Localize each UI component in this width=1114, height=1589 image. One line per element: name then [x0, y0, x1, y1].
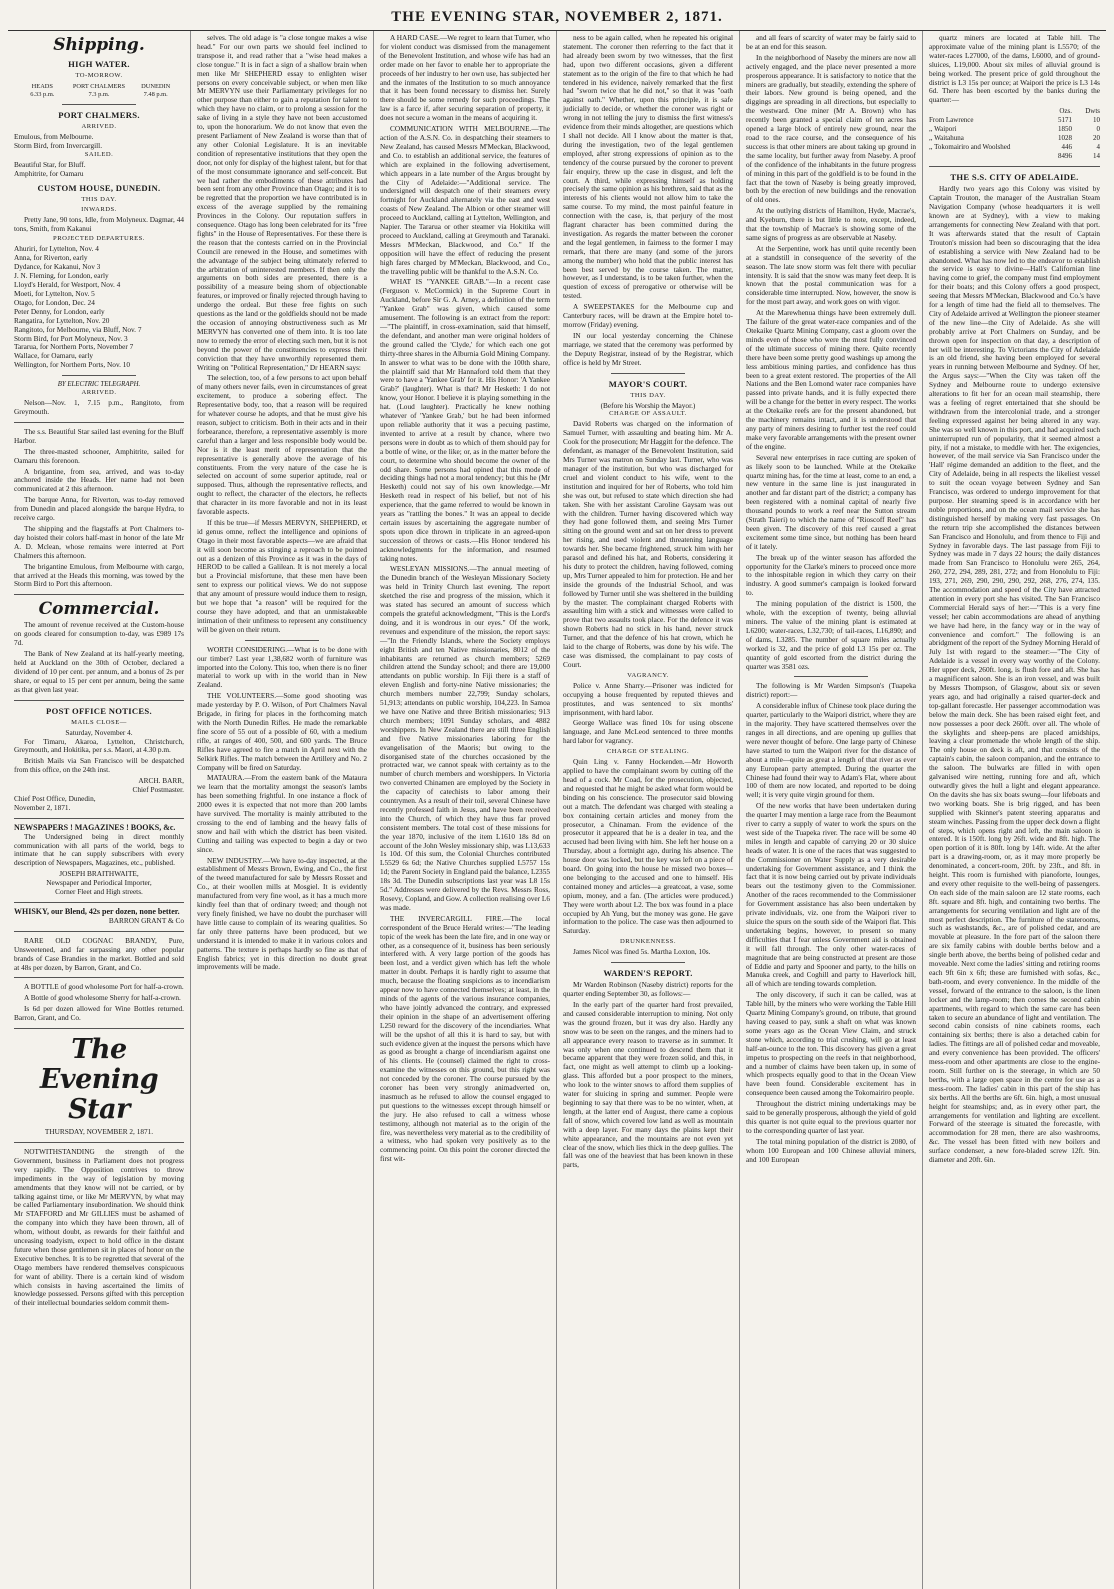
tide-dunedin: DUNEDIN 7.48 p.m. — [141, 83, 171, 98]
to-morrow-label: TO-MORROW. — [75, 72, 123, 79]
tide-heads: HEADS 6.33 p.m. — [30, 83, 55, 98]
wardens-paragraph: Throughout the district mining undertakings may be said to be generally prosperous, although the yield of gold this quarter is not quite equal to the previous quarter nor to the corresponding quarter of last year. — [746, 1099, 916, 1135]
whisky-ad: WHISKY, our Blend, 42s per dozen, none better. — [14, 907, 180, 916]
column-2 — [191, 31, 374, 1589]
mataura-item: MATAURA.—From the eastern bank of the Mataura we learn that the mortality amongst the season's lambs has been something frightful. In one instance a flock of 2000 ewes it is expected that not more than 200 lambs have survived. The mortality is mainly attributed to the crossing to the end of lambing and the heavy falls of snow and hail with which the district has been visited. Cutting and tailing was expected to begin a day or two since. — [197, 773, 367, 854]
this-day-label: THIS DAY. — [81, 195, 117, 203]
news-paragraph: The three-masted schooner, Amphitrite, sailed for Oamaru this forenoon. — [14, 446, 184, 465]
projected-departures-list: Ahuriri, for Lyttelton, Nov. 4 Anna, for Riverton, early Dydance, for Kakanui, Nov 3 J. N. Fleming, for London, early Lloyd's Herald, for Westport, Nov. 4 Moeti, for Lyttelton, Nov. 5 Otago, for London, Dec. 24 Peter Denny, for London, early Rangatira, for Lyttelton, Nov. 20 Rangitoto, for Melbourne, via Bluff, Nov. 7 Storm Bird, for Port Molyneux, Nov. 3 Tararua, for Northern Ports, November 7 Wallace, for Oamaru, early Wellington, for Northern Ports, Nov. 10 — [14, 244, 142, 370]
british-mails-text: British Mails via San Francisco will be despatched from this office, on the 24th inst. — [14, 756, 184, 775]
wardens-paragraph: At the Marewhenua things have been extremely dull. The failure of the great water-race companies and of the Otekaike Quartz Mining Company, cast a gloom over the minds even of those who were the most fully convinced of the ultimate success of mining there. Quite recently there have been some pretty good washings up among the less ambitious mining parties, and confidence has thus been to a great extent restored. The properties of the All Nations and the Ben Lomond water race companies have passed into private hands, and it is fully expected there will be a change for the better in every respect. The works at the Otekaike reefs are for the present abandoned, but the machinery remains intact, and it is understood that any party of miners desiring to further test the reef could make very favorable arrangements with the present owner of the engine. — [746, 308, 916, 451]
paper-date: THURSDAY, NOVEMBER 2, 1871. — [44, 1127, 154, 1137]
tide-table — [14, 83, 184, 99]
wardens-paragraph: Mr Warden Robinson (Naseby district) reports for the quarter ending September 30, as follows:— — [563, 980, 733, 999]
wardens-paragraph: quartz miners are located at Table hill. The approximate value of the mining plant is L5570; of the water-races L27000, of the dams, L6000, and of ground-sluices, L19,000. About six miles of alluvial ground is being worked. The present price of gold throughout the district is L3 15s per ounce; at Waipori the price is L3 14s 6d. There has been escorted by the banks during the quarter:— — [929, 33, 1100, 105]
wardens-paragraph: and all fears of scarcity of water may be fairly said to be at an end for this season. — [746, 33, 916, 51]
commercial-paragraph: The amount of revenue received at the Custom-house on goods cleared for consumption to-day, was £989 17s 7d. — [14, 620, 184, 648]
mayors-court-heading: MAYOR'S COURT. — [608, 378, 688, 389]
divider — [62, 104, 137, 105]
wardens-paragraph: Several new enterprises in race cutting are spoken of as likely soon to be launched. While at the Otekaike quartz mining has, for the time at least, come to an end, a new venture in the same line is just inaugurated in another and far distant part of the district; a company has been registered with a nominal capital of nearly five thousand pounds to work a reef near the Sutton stream (Strath Taieri) to which the name of "Rioscoff Reef" has been given. The discovery of this reef caused a great excitement some time since, but nothing has been heard of it lately. — [746, 452, 916, 551]
vagrancy-heading: VAGRANCY. — [627, 671, 669, 679]
column-1 — [8, 31, 191, 1589]
brandy-ad: RARE OLD COGNAC BRANDY, Pure, Unsweetened, and far surpassing any other popular brands of Case Brandies in the market. Bottled and sold at 48s per dozen, by Barron, Grant, and Co. — [14, 935, 184, 972]
newspapers-ad-signature: JOSEPH BRAITHWAITE, Newspaper and Periodical Importer, Corner Fleet and High streets. — [46, 869, 152, 897]
wardens-paragraph: The following is Mr Warden Simpson's (Tuapeka district) report:— — [746, 681, 916, 700]
divider — [14, 594, 184, 595]
adelaide-paragraph: Hardly two years ago this Colony was visited by Captain Trouton, the manager of the Australian Steam Navigation Company (whose headquarters it is well known are at Sydney), with a view to making arrangements for connecting New Zealand with that port. It was afterwards stated that the result of Captain Trouton's mission had been so discouraging that the idea of establishing a service with New Zealand had to be abandoned. What has now led to the endeavor to establish the service is easy to divine—Hall's Californian line having come to grief, the company must find employment for their boats; and this Colony offers a good prospect, seeing that Messrs M'Meckan, Blackwood and Co.'s have for a length of time had the field all to themselves. The City of Adelaide arrived at Wellington the pioneer steamer of the new line—the City of Adelaide. As she will probably arrive at Port Chalmers on Sunday, and be thrown open for inspection on that day, a description of her will be interesting. To Victorians the City of Adelaide is an old friend, she having been employed for several years in running between Melbourne and Sydney. Of her, the Argus says:—"When the City was taken off the Sydney and Melbourne route to undergo extensive alterations to fit her for an ocean mail steamship, there was a feeling of regret entertained that she should be withdrawn from the intercolonial trade, and a stronger feeling expressed against her being altered in any way. She was so well known in this port, and had acquired such uninterrupted run of popularity, that it seemed almost a pity, if not a mistake, to meddle with her. The exigencies, however, of the mail service via San Francisco under the 'Hall' régime demanded an addition to the fleet, and the City of Adelaide, being in all respects the likeliest vessel to suit the ocean voyage between Sydney and San Francisco, was ordered to undergo improvement for that purpose. Her steaming speed is in accordance with her noble proportions, and on the ocean mail service she has distinguished herself by making very fast passages. On the return trip she accomplished the distances between San Francisco and Honolulu, and from thence to Fiji and Sydney in favorable days. The last passage from Fiji to Sydney was made in 7 days 22 hours; the daily distances made from San Francisco to Honolulu were 265, 264, 260, 272, 294, 289, 281, 272; and from Honolulu to Fiji: 193, 271, 269, 290, 290, 290, 292, 268, 276, 274, 135. The accommodation and speed of the City have attracted attention in every port she has visited. The San Francisco Commercial Herald says of her:—"This is a very fine vessel; her cabin accommodations are ahead of anything we have had here, in the fancy way or in the way of convenience and comfort." The following is an abridgment of the report of the Sydney Morning Herald of July 1st with regard to the steamer:—"The City of Adelaide is a vessel in every way worthy of the Colony. Her upper deck, 260ft. long, is flush fore and aft. She has a magnificent saloon. She is an iron vessel, and was built by Messrs Thompson, of Glasgow, about six or seven years ago, and had originally a raised quarter-deck and top-gallant forecastle. Her passenger accommodation was below the main deck. She has been raised eight feet, and now possesses a poor deck 260ft. over all. The whole of the skylights and sheep-pens are placed amidships, leaving a clear promenade the whole length of the ship. The only house on deck is aft, and that consists of the captain's cabin, the saloon companion, and the entrance to the saloon. The bulwarks are filled in with open galvanised wire netting, running fore and aft, which outwardly gives the hull a light and elegant appearance. On the davits she has six boats swung—four lifeboats and two working boats. She is brig rigged, and has been supplied with Skinner's patent steering apparatus and steam winches. Passing from the upper deck down a flight of steps, which opens right and left, the main saloon is entered. It is 150ft. long by 26ft. wide and 8ft. high. The open portion of it is 80ft. long by 14ft. wide. At the after part is a drawing-room, or, as it may more properly be denominated, a concert-room, 20ft. by 23ft., and 8ft. in height. This room is furnished with pianoforte, lounges, and every other requisite to the well-being of passengers. On each side of the main saloon are 12 state rooms, each 8ft. square and 8ft. high, and containing two berths. The arrangements for securing ventilation and light are of the most perfect description. The furniture of the staterooms, such as washstands, &c., are of polished cedar, and are movable at pleasure. In the fore part of the saloon there are six family cabins with double berths below and a single berth above, the berths being of polished cedar and moveable. Next come the ladies' sitting and retiring rooms each 9ft 6in x 6ft; these are furnished with sofas, &c., bath-room, and every convenience. In the middle of the vessel, forward of the entrance to the saloon, is the linen locker and the lamp-room; then comes the second cabin apartments, with regard to which the same care has been taken to secure an abundance of light and ventilation. The second cabin consists of nine cabinets rooms, each containing six berths; there is also a detached cabin for ladies. The fittings are all of polished cedar and moveable, and every convenience has been provided. The officers' mess-room and other apartments are close to the engine-room. Still further on is the steerage, in which are 50 berths, with a large open space in the centre for use as a mess-room. The ladies' cabin in this part of the ship has six berths. All the berths are 6ft. 6in. high, a most unusual height for steamships; and, as in every other part, the arrangements for ventilation and lighting are excellent. Forward of the steerage is situated the forecastle, with accommodation for 28 men, there are also washrooms, &c. The vessel has been fitted with new boilers and surface condenser, a new fore-bladed screw 12ft. 9in. diameter and 20ft. 6in. — [929, 184, 1100, 1165]
wardens-paragraph: In the early part of the quarter hard frost prevailed, and caused considerable interruption to mining. Not only was the ground frozen, but it was dry also. Hardly any snow was to be seen on the ranges, and the miners had to all appearance every reason to traverse as in summer. It was only when one continued to descend them that it became apparent that they were frozen solid, and this, in fact, one might as well attempt to climb up a looking-glass. This afforded but a poor prospect to the miners, who look to the winter snows to afford them supplies of water for sluicing in spring and summer. People were beginning to say that there was to be no winter, when, at length, at the latter end of August, there came a copious fall of snow, which covered low land as well as mountain with a deep layer. For many days the plains kept their white appearance, and the mountains are not even yet clear of the snow, which lies thick in the deep gullies. The fall was one of the heaviest that has been known in these parts, — [563, 1000, 733, 1170]
mails-text: For Timaru, Akaroa, Lyttelton, Christchurch, Greymouth, and Hokitika, per s.s. Maori, at 4.30 p.m. — [14, 736, 184, 755]
divider — [14, 700, 184, 701]
bottles-ad: Is 6d per dozen allowed for Wine Bottles returned. Barron, Grant, and Co. — [14, 1004, 184, 1023]
invercargill-fire-item: THE INVERCARGILL FIRE.—The local correspondent of the Bruce Herald writes:—"The leading topic of the week has been the late fire, and in one way or other, as a consequence of it, business has been seriously interfered with. A very large portion of the goods has been lost, and a verdict given which has left the whole matter in doubt. Perhaps it is hardly right to assume that much, because the floating suspicions as to incendiarism appear now to have connected themselves; at least, in the minds of the agents of the various insurance companies, who have jointly advanced the contrary, and expressed their opinion in the shape of an advertisement offering L250 reward for the discovery of the incendiaries. What will be the upshot of all this it is hard to say, but with such evidence given at the inquest the persons which have as good as brought a charge of incendiarism against one of his clients. He (counsel) claimed the right to cross-examine the witnesses on this ground, but this right was not conceded by the coroner. The course pursued by the coroner has been very strongly animadverted on, inasmuch as he refused to allow the counsel engaged to put questions to the witnesses except through himself or the jury. He also refused to call a witness whose testimony, although not material as to the origin of the fire, was nevertheless very material as to the credibility of a witness, who had spoken very positively as to the commencing point. On this point the coroner directed the first wit- — [380, 913, 551, 1164]
whisky-ad-signature: BARRON GRANT & Co — [108, 915, 184, 925]
wardens-paragraph: In the neighborhood of Naseby the miners are now all actively engaged, and the place never presented a more prosperous appearance. It is satisfactory to notice that the miners are gradually, but steadily, extending the sphere of their labors. New ground is being opened, and the diggings are spreading in all directions, but especially to the westward. One miner (Mr A. Brown) who has recently been granted a special claim of ten acres has opened a large block of entirely new ground, near the road to the race course, and the consequence of his success is that other miners are about taking up ground in the same locality, but further away from Naseby. A proof of the confidence of the inhabitants in the future progress of mining in this part of the goldfield is to be found in the fact that the town of Naseby is being greatly improved, both by the erection of new buildings and the renovation of old ones. — [746, 52, 916, 205]
divider — [245, 640, 320, 641]
mails-day: Saturday, November 4. — [65, 727, 133, 737]
divider — [14, 1028, 184, 1029]
divider — [14, 422, 184, 423]
divider — [794, 676, 869, 677]
mayors-court-before: (Before his Worship the Mayor.) — [600, 400, 696, 410]
editorial-paragraph: selves. The old adage is "a close tongue makes a wise head." For our own parts we should feel inclined to transpose it, and read rather that a "wise head makes a close tongue." It is in fact a sign of a shallow brain when men like Mr SHEPHERD essay to enlighten wiser persons on every conceivable subject, or when men like Mr MERVYN use their Parliamentary privileges for no other purpose than either to gain a reputation for talent to which they have no claim, or to prolong a session for the sake of living in a style they have not been accustomed to, upon the honorarium. We do not know that even the present Parliament of New Zealand is worse than that of any other Colonial Legislature. It is an inevitable condition of representative institutions that they open the door, not only for display of the highest talent, but for that of the most consummate ignorance and self-conceit. But we had rather the embodiments of these attributes had been sent from any other Province than Otago; and it is to be regretted that the proportion we have contributed is in excess of the average supplied by the remaining Provinces in the Colony. Our reputation suffers in consequence. Otago has long been celebrated for its "free fights" in the House of Representatives. For these there is the reason that the contests carried on in the Provincial Council are renewed in the House, and sometimes with the advantage of the subject being ultimately referred to the arbitration of uninterested members. If then only the arguments on both sides are presented, there is a possibility of a measure being shorn of objectionable features, or improved or finally rejected through having to undergo the ordeal. But these free fights on such questions as the land or the goldfields should not be made the occasion of annoying obstructiveness such as Mr MERVYN has converted one of them into. It is too late now to remedy the error of electing such men, but it is not beyond the power of the constituencies to express their conviction that they have unworthily represented them. Writing on "Political Representation," Dr HEARN says: — [197, 33, 368, 372]
telegraph-arrived-label: ARRIVED. — [81, 389, 117, 397]
charge-assault-heading: CHARGE OF ASSAULT. — [609, 410, 687, 418]
divider — [929, 166, 1100, 167]
telegraph-text: Nelson—Nov. 1, 7.15 p.m., Rangitoto, from Greymouth. — [14, 398, 184, 417]
arrived-label: ARRIVED. — [81, 123, 117, 130]
vagrancy-paragraph: Police v. Anne Sharry.—Prisoner was indicted for occupying a house frequented by reputed thieves and prostitutes, and was sentenced to six months' imprisonment, with hard labor. — [563, 680, 733, 717]
divider — [14, 818, 184, 819]
post-office-heading: POST OFFICE NOTICES. — [46, 705, 152, 716]
column-5 — [740, 31, 923, 1589]
communication-melbourne-item: COMMUNICATION WITH MELBOURNE.—The action of the A.S.N. Co. in despatching their steamers to New Zealand, has caused Messrs M'Meckan, Blackwood, and Co. to establish an additional service, the features of which are explained in the following advertisement, which appears in a late number of the Argus brought by the City of Adelaide:—"Additional service. The undersigned will despatch one of their steamers every fortnight for Auckland alternately via the east and west coasts of New Zealand. The Albion or other steamer will proceed to Auckland, calling at Lyttelton, Wellington, and Napier. The Tararua or other steamer via Hokitika will proceed to Auckland, calling at Greymouth and Taranaki. Messrs M'Meckan, Blackwood, and Co." If the opposition will have the effect of reducing the present high fares charged by M'Meckan, Blackwood, and Co., the travelling public will be thankful to the A.S.N. Co. — [380, 124, 550, 276]
column-3 — [374, 31, 557, 1589]
post-office-signoff: ARCH. BARR, Chief Postmaster. — [132, 776, 184, 795]
assault-paragraph: David Roberts was charged on the information of Samuel Turner, with assaulting and beating him. Mr A. Cook for the prosecution; Mr Haggitt for the defence. The defendant, as manager of the Benevolent Institution, said Mrs Turner was matron on Sunday last. Turner, who was manager of the institution, but who was discharged for cruel and violent conduct to his wife, went to the institution and inquired for her of Roberts, who told him she was out, but refused to state which direction she had taken. She with her assistant Caroline Gaysam was out with the children. Turner having discovered which way they had gone followed them, and seeing Mrs Turner sitting on the ground went and sat on her dress to prevent her rising, and used violent and threatening language towards her. She became frightened, struck him with her parasol and defined his hat, and Roberts, considering it his duty to protect the children, having followed, coming up, Mrs Turner appealed to him for protection. He and her inside the grounds of the Industrial School, and was followed by Turner until she was sheltered in the building by the master. The complainant charged Roberts with assaulting him with a stick and witnesses were called to prove that two assaults took place. For the defence it was shown Roberts had no stick in his hand, never struck Turner, and that the defence of his hat crown, which he laid to the charge of Roberts, was done by his wife. The case was dismissed, the complainant to pay costs of Court. — [563, 419, 733, 669]
high-water-heading: HIGH WATER. — [68, 59, 130, 69]
hard-case-item: A HARD CASE.—We regret to learn that Turner, who for violent conduct was dismissed from the management of the Benevolent Institution, and whose wife has had an order made on her favor to enable her to appropriate the proceeds of her industry to her own use, has subjected her and the inmates of the Institution to so much annoyance that it has been found necessary to dismiss her. Surely there should be some remedy for such proceedings. The law is a farce if, after securing separation of property, it does not secure a woman in the means of acquiring it. — [380, 33, 550, 123]
new-industry-item: NEW INDUSTRY.—We have to-day inspected, at the establishment of Messrs Brown, Ewing, and Co., the first of the tweed manufactured for sale by Messrs Rosset and Co., at their woollen mills at Mosgiel. It is evidently manufactured from very fine wool, as it has a much more kindly feel than that of ordinary tweed; and though not very finely finished, we have no doubt the purchaser will have little cause to complain of its wearing qualities. So far only three patterns have been produced, but we understand it is intended to make it in various colors and patterns. The texture is perhaps hardly so fine as that of English fabrics; yet in this direction no doubt great improvements will be made. — [197, 855, 367, 972]
port-chalmers-heading: PORT CHALMERS. — [58, 110, 140, 120]
volunteers-item: THE VOLUNTEERS.—Some good shooting was made yesterday by P. O. Wilson, of Port Chalmers Naval Brigade, in firing for places in the forthcoming match with the North Dunedin Rifles. He made the remarkable fine score of 55 out of a possible of 60, with a medium rifle, at ranges of 400, 500, and 600 yards. The Bruce Rifles have agreed to fire a match in April next with the Selkirk Rifles. The match between the Artillery and No. 2 Company will be fired on Saturday. — [197, 691, 367, 772]
divider — [611, 373, 686, 374]
mayors-court-this-day: THIS DAY. — [630, 391, 666, 399]
divider — [14, 977, 184, 978]
column-6 — [923, 31, 1106, 1589]
sailed-label: SAILED. — [84, 150, 114, 158]
divider — [14, 1142, 184, 1143]
wardens-paragraph: The only discovery, if such it can be called, was at Table hill, by the miners who were working the Table Hill Quartz Mining Company's ground, on tribute, that ground having ceased to pay, sunk a shaft on what was known some years ago as the Ocean View Claim, and struck stone which, according to trial crushing, will go at least half-an-ounce to the ton. This discovery has given a great impetus to prospecting on the reefs in that neighborhood, and a number of claims have been taken up, in some of which prospects equally good to that in the Ocean View have been found. Considerable excitement has in consequence been caused among the Tokomairiro people. — [746, 990, 916, 1098]
gold-escort-table: Ozs. Dwts From Lawrence 5171 10 ,, Waipori 1850 0 ,, Waitahuna 1028 20 ,, Tokomairiro and Woolshed 446 4 8496 14 — [929, 107, 1100, 161]
wardens-paragraph: Of the new works that have been undertaken during the quarter I may mention a large race from the Beaumont river to carry a supply of water to work the spurs on the west side of the Tuapeka river. The race will be some 40 miles in length and capable of carrying 20 or 30 sluice heads of water. It is one of the races that was suggested to the Commissioner on Water Supply as a very desirable undertaking for Government assistance, and I think the fact that it is now being carried out by private individuals bears out the testimony given to the Commissioner. Another of the races recommended to the Commissioner for Government assistance has also been undertaken by private individuals, viz. one from the Waipori river to sluice the spurs on the south side of the Waipori flat. This undertaking begins, however, to present so many difficulties that I fear unless Government aid is obtained it will fall through. The only other water-races of magnitude that are being constructed at present are those of Eddie and party and Spooner and party, to the hills on Manuka creek, and Coghill and party to Haverlock hill, all of which are tending towards completion. — [746, 801, 916, 989]
correction-item: IN our local yesterday concerning the Chinese marriage, we stated that the ceremony was performed by the Deputy Registrar, instead of by the Registrar, which office is held by Mr Street. — [563, 330, 733, 367]
editorial-paragraph: NOTWITHSTANDING the strength of the Government, business in Parliament does not progress very rapidly. The Opposition contrives to throw impediments in the way of legislation by moving amendments that they know will not be carried, or by talking against time, or like Mr MERVYN, by what may be called Parliamentary insubordination. We should think Mr STAFFORD and Mr GILLIES must be ashamed of the company into which they have been thrown, all of whom, without doubt, as rewards for their faithful and unceasing toadyism, expect to hold office in the distant future when those gentlemen sit in places of honor on the Executive benches. It is to be regretted that several of the Otago members have rendered themselves conspicuous for want of ability. There is a certain kind of wisdom which consists in having ascertained the limits of knowledge possessed. Persons gifted with this perception of their intellectual boundaries seldom commit them- — [14, 1146, 184, 1308]
wardens-report-heading: WARDEN'S REPORT. — [603, 968, 693, 979]
newspapers-ad-heading: NEWSPAPERS ! MAGAZINES ! BOOKS, &c. — [14, 822, 176, 832]
commercial-title: Commercial. — [38, 599, 160, 620]
sherry-ad: A Bottle of good wholesome Sherry for half-a-crown. — [24, 993, 181, 1003]
news-paragraph: The barque Anna, for Riverton, was to-day removed from Dunedin and placed alongside the barque Hydra, to receive cargo. — [14, 495, 184, 523]
wardens-paragraph: The break up of the winter season has afforded the opportunity for the Clarke's miners to proceed once more to the inhospitable region in which they carry on their industry. A good summer's campaign is looked forward to. — [746, 552, 916, 598]
mails-close-label: MAILS CLOSE— — [71, 718, 127, 726]
sailed-list: Beautiful Star, for Bluff. Amphitrite, for Oamaru — [14, 159, 86, 178]
arrived-list: Emulous, from Melbourne. Storm Bird, from Invercargill. — [14, 132, 103, 150]
wardens-paragraph: A considerable influx of Chinese took place during the quarter, particularly to the Waipori district, where they are in the majority. They have scattered themselves over the ranges in all directions, and are opening up gullies that were never thought of before. One large party of Chinese have started to turn the Waipori river for the distance of about a mile—quite as great a length of that river as ever any European party attempted. During the quarter the Chinese had found their way to Adam's Flat, where about 100 of them are now located, and reported to be doing well; it is very quite virgin ground for them. — [746, 701, 916, 800]
newspapers-ad-text: The Undersigned being in direct monthly communication with all parts of the world, begs to intimate that he can supply subscribers with every description of Newspapers, Magazines, etc., published. — [14, 831, 184, 868]
wardens-paragraph: At the outlying districts of Hamilton, Hyde, Macrae's, and Kyeburn, there is but little to note, except, indeed, that the township of Macrae's is showing some of the same signs of progress as are observable at Naseby. — [746, 206, 916, 242]
commercial-paragraph: The Bank of New Zealand at its half-yearly meeting, held at Auckland on the 30th of October, declared a dividend of 10 per cent. per annum, and a bonus of 2s per share, or equal to 15 per cent per annum, being the same as that given last year. — [14, 649, 184, 694]
worth-considering-item: WORTH CONSIDERING.—What is to be done with our timber? Last year 1,38,682 worth of furniture was imported into the Colony. This too, when there is no finer material to work up with in the world than in New Zealand. — [197, 644, 367, 690]
columns — [8, 31, 1106, 1589]
tide-port-chalmers: PORT CHALMERS 7.3 p.m. — [72, 83, 126, 98]
post-office-date: Chief Post Office, Dunedin, November 2, 1871. — [14, 793, 96, 812]
paper-title: The Evening Star — [39, 1034, 159, 1126]
wardens-paragraph: The mining population of the district is 1500, the whole, with the exception of twenty, being alluvial miners. The value of the mining plant is estimated at L6200; water-races, L32,730; of tail-races, L16,890; and of dams, L3285. The number of square miles actually worked is 32, and the price of gold L3 15s per oz. The quantity of gold escorted from the district during the quarter was 3581 ozs. — [746, 599, 916, 671]
divider — [14, 902, 184, 903]
inwards-label: INWARDS. — [81, 205, 117, 213]
wardens-paragraph: At the Serpentine, work has until quite recently been at a standstill in consequence of the severity of the season. The late snow storm was felt there with peculiar intensity. It is said that the snow was many feet deep. It is known that the postal communication was for a considerable time interrupted. Now, however, the snow is for the most part away, and work goes on with vigor. — [746, 243, 916, 307]
news-paragraph: The shipping and the flagstaffs at Port Chalmers to-day hoisted their colors half-mast in honor of the late Mr A. D. Mclean, whose remains were interred at Port Chalmers this afternoon. — [14, 524, 184, 560]
drunkenness-paragraph: James Nicol was fined 5s. Martha Loxton, 10s. — [573, 947, 711, 957]
news-paragraph: ness to be again called, when he repeated his original statement. The coroner then referring to the fact that it had already been sworn by two witnesses, that the first had, upon two different occasions, given a different statement as to the origin of the fire to that which he had tendered in his evidence, naively remarked that the first had "sworn twice that he did not," so that it was "oath against oath." Whether, upon this principle, it is safe judicially to decide, or whether the coroner was right or wrong in not telling the jury to dismiss the first witness's evidence from their minds altogether, are questions which I shall not decide. All I know about the matter is that, during the investigation, two of the legal gentlemen employed, after strong expressions of opinion as to the tendency of the course pursued by the coroner to prevent fair enquiry, threw up the case in disgust, and left the court. A third, while expressing himself as holding precisely the same opinion as his brethren, said that as the interests of his clients would not allow him to take the same course. To my mind, the most painful feature in connection with the case, is, that perjury of the most flagrant character has been committed during the investigation. As regards the matter between the coroner and the legal gentlemen, in fairness to the former I may remark, that there are many (and some of the jurors among the number) who hold that the public interest has been best served by the course taken. The matter, however, as I understand, is to be taken further, when the question of excess of prerogative or otherwise will be tested. — [563, 33, 733, 301]
yankee-grab-item: WHAT IS "YANKEE GRAB."—In a recent case (Ferguson v. McCormick) in the Supreme Court in Auckland, before Sir G. A. Arney, a definition of the term "Yankee Grab" was given, which caused some amusement. The following is an extract from the report:—"The plaintiff, in cross-examination, said that himself, the defendant, and another man were original holders of the ground called the 'Clyde,' for which each one got thirty-three shares in the Alburnia Gold Mining Company. In answer to what was to be done with the 100th share, the plaintiff said that Mr Hannaford told them that they were to have a 'Yankee Grab' for it. His Honor: 'A Yankee Grab?' (laughter). What is that? Mr Hesketh: I do not know, your Honor. I believe it is playing something in the hat. (Loud laughter). Practically he knew nothing whatever of 'Yankee Grab,' but he had been informed upon reliable authority that it was a pecuing pastime, invented to arrive at a result by chance, where two persons were in doubt as to which of them should pay for a bottle of wine, or the like; or, as in the matter before the court, to determine who should become the owner of the odd share. Some persons had opined that this mode of deciding things had not a moral tendency; but this he (Mr Hesketh) could not say of his own knowledge.—Mr Hesketh read in respect of his belief, but not of his experience, that the game referred to would be known in years as "rattling the bones." It was an appeal to decide certain issues by ascertaining the aggregate number of spots upon dice thrown in triplicate in an agreed-upon succession of throws or casts.—His Honor tendered his acknowledgments for the information, and resumed taking notes. — [380, 277, 550, 563]
divider — [62, 375, 137, 376]
editorial-paragraph: If this be true—if Messrs MERVYN, SHEPHERD, et id genus omne, reflect the intelligence and opinions of Otago in their most favorable aspects—we are afraid that it will soon become as stinging a reproach to be pointed out as a denizen of this Province as it was in the days of HEROD to be called a Galilean. It is not merely a local but a Provincial misfortune, that these men have been sent to express our political views. We do not suppose that any amount of pressure would induce them to resign, but we hope that "a reason" will be required for the course they have adopted, and that an unmistakeable intimation of their unfitness to represent any constituency will be given on their return. — [197, 517, 367, 634]
column-4 — [557, 31, 740, 1589]
wesleyan-missions-item: WESLEYAN MISSIONS.—The annual meeting of the Dunedin branch of the Wesleyan Missionary Society was held in Trinity Church last evening. The report sketched the rise and progress of the mission, which it was stated has secured an amount of success which compels the grateful acknowledgment, "This is the Lord's doing, and it is wondrous in our eyes." Of the work, revenues and expenditure of the mission, the report says:—"In the Friendly Islands, where the Society employs eight British and ten Native missionaries, 8012 of the inhabitants are returned as church members; 5269 children attend the Sunday school; and there are 19,000 attendants on public worship. In Fiji there is a staff of eleven English and forty-nine Native missionaries; the church members number 22,799; Sunday scholars, 51,913; attendants on public worship, 104,223. In Samoa we have one Native and three British missionaries; 913 church members; 1091 Sunday scholars, and 4882 worshippers. In New Zealand there are still three English and five Native missionaries laboring for the evangelisation of the Maoris; but owing to the disorganised state of the churches occasioned by the protracted war, we cannot speak with certainty as to the number of church members and worshippers. In Victoria two converted Chinamen are employed by the Society in the capacity of catechists to labor among their countrymen. As a result of their toil, several Chinese have recently professed faith in Jesus, and have been received into the Church, of which they have thus far proved consistent members. The total cost of these missions for the year 1870, inclusive of the item L1610 18s 8d on account of the John Wesley missionary ship, was L13,633 1s 10d. Of this sum, the Colonial Churches contributed L5529 6s 6d; the Native Churches supplied L5757 15s 1d; the Parent Society in England paid the balance, L2355 18s 3d. The Dunedin subscriptions last year was L8 15s 5d." Addresses were delivered by the Revs. Messrs Ross, Rosevy, Copland, and Gow. A collection realising over L6 was made. — [380, 564, 550, 912]
divider — [611, 962, 686, 963]
custom-house-heading: CUSTOM HOUSE, DUNEDIN. — [37, 182, 161, 193]
news-paragraph: The s.s. Beautiful Star sailed last evening for the Bluff Harbor. — [14, 426, 184, 445]
shipping-title: Shipping. — [53, 35, 145, 55]
sweepstakes-item: A SWEEPSTAKES for the Melbourne cup and Canterbury races, will be drawn at the Empire hotel to-morrow (Friday) evening. — [563, 302, 733, 329]
projected-departures-label: PROJECTED DEPARTURES. — [53, 235, 145, 243]
divider — [14, 931, 184, 932]
editorial-quote: The selection, too, of a few persons to act upon behalf of many others never fails, even in circumstances of great excitement, to produce a sobering effect. The Representative body, too, that a reason will be required for whatever course he adopts, and that he must give his reason, subject to criticism. Both in their acts and in their forbearance, therefore, a representative assembly is more careful than a larger and less responsible body would be. Nor is it the least merit of representation that the representative is generally above the average of his constituents. From the very nature of the case he is selected on account of some superior aptitude, real or supposed. Thus, although the representative reflects, and ought to reflect, the character of the electors, he reflects that character in its more favorable and not in its least favorable aspects. — [197, 373, 367, 517]
inwards-text: Pretty Jane, 90 tons, Idle, from Molyneux. Dagmar, 44 tons, Smith, from Kakanui — [14, 214, 184, 233]
masthead: THE EVENING STAR, NOVEMBER 2, 1871. — [8, 6, 1106, 31]
adelaide-heading: THE S.S. CITY OF ADELAIDE. — [950, 172, 1079, 183]
vagrancy-paragraph: George Wallace was fined 10s for using obscene language, and Jane McLeod sentenced to three months hard labor for vagrancy. — [563, 718, 733, 746]
telegraph-heading: BY ELECTRIC TELEGRAPH. — [57, 381, 141, 389]
wardens-paragraph: The total mining population of the district is 2080, of whom 100 European and 100 Chinese alluvial miners, and 100 European — [746, 1136, 916, 1164]
drunkenness-heading: DRUNKENNESS. — [619, 938, 676, 946]
stealing-paragraph: Quin Ling v. Fanny Hockenden.—Mr Howorth applied to have the complainant sworn by cutting off the head of a cock. Mr Coad, for the prosecution, objected, and requested that he might be asked what form would be binding on his conscience. The prosecutor said blowing out a match. The defendant was charged with stealing a box containing certain articles and money from the prosecutor, a Chinaman. From the evidence of the prosecutor it appeared that he is a dealer in tea, and the accused had been living with him. She left her house on a Thursday, about a fortnight ago, during his absence. The house door was locked, but the key was left on a piece of board. On going into the house he missed two boxes—one belonging to the accused and one to himself. His contained money and articles—a greatcoat, a vase, some opium, money, and a fan. (The articles were produced.) They were worth about L2. The box was found in a place occupied by Ah Yung, but the money was gone. He gave information to the police. The case was then adjourned to Saturday. — [563, 757, 733, 936]
news-paragraph: The brigantine Emulous, from Melbourne with cargo, that arrived at the Heads this morning, was towed by the Storm Bird to Port this afternoon. — [14, 561, 184, 589]
charge-stealing-heading: CHARGE OF STEALING. — [606, 748, 690, 756]
port-ad: A BOTTLE of good wholesome Port for half-a-crown. — [24, 982, 184, 992]
news-paragraph: A brigantine, from sea, arrived, and was to-day anchored inside the Heads. Her name had not been communicated at 2 this afternoon. — [14, 466, 184, 494]
